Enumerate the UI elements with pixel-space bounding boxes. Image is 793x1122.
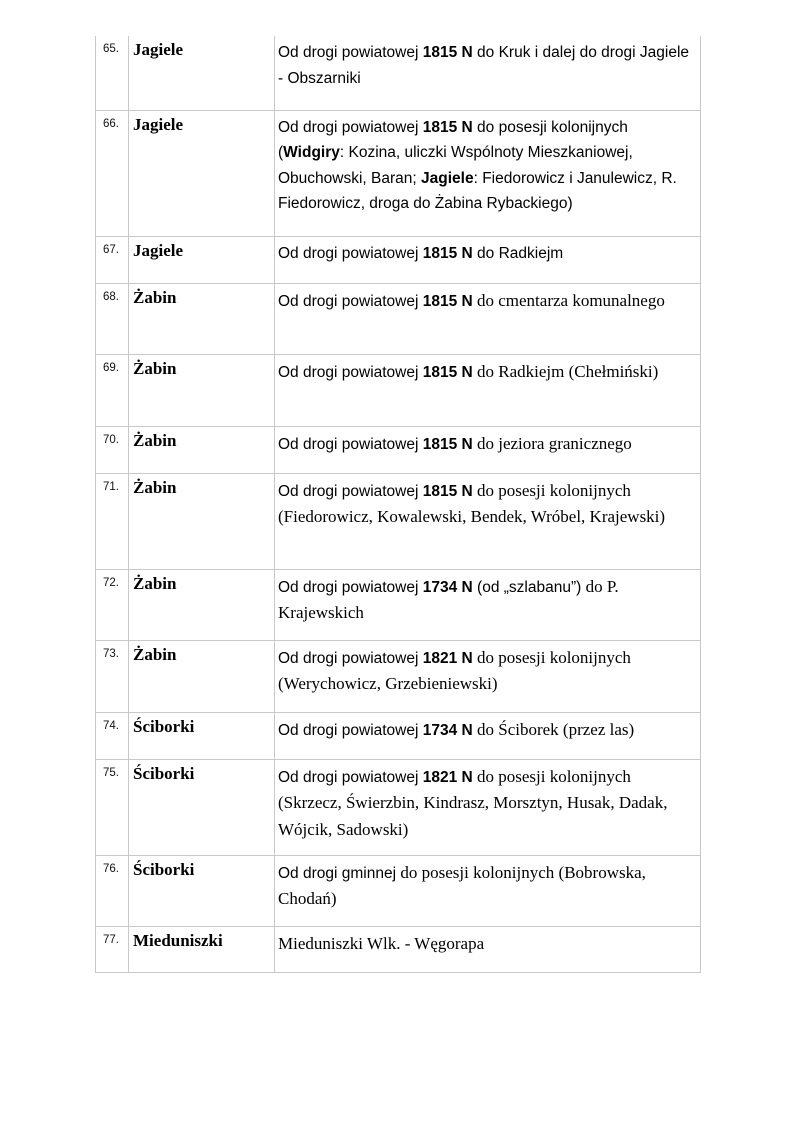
description-text: : Kozina, uliczki Wspólnoty Mieszkaniowej, Obuchowski, Baran; [278, 144, 633, 187]
locality-name: Żabin [129, 426, 275, 473]
locality-name: Jagiele [129, 236, 275, 283]
description-text: do posesji kolonijnych ( [278, 118, 628, 161]
road-description [275, 569, 701, 640]
locality-name: Żabin [129, 569, 275, 640]
description-text: Od drogi powiatowej [278, 649, 423, 667]
locality-name: Jagiele [129, 36, 275, 110]
roads-table [95, 36, 701, 973]
road-description [275, 640, 701, 712]
description-text: do Radkiejm (Chełmiński) [472, 361, 659, 381]
locality-name: Żabin [129, 354, 275, 426]
row-number: 70. [96, 426, 129, 473]
road-number: 1734 N [422, 578, 473, 596]
description-text: do P. Krajewskich [278, 576, 619, 622]
table-row [96, 473, 701, 569]
road-number: 1815 N [422, 244, 473, 262]
road-number: 1815 N [422, 363, 473, 381]
row-number: 75. [96, 759, 129, 855]
description-text: Od drogi powiatowej [278, 292, 423, 310]
table-row [96, 36, 701, 110]
description-text: Od drogi powiatowej [278, 435, 423, 453]
road-number: 1815 N [422, 44, 473, 61]
table-row [96, 855, 701, 926]
description-text: Od drogi powiatowej [278, 482, 423, 500]
road-description [275, 236, 701, 283]
row-number: 65. [96, 36, 129, 110]
road-description [275, 855, 701, 926]
table-row [96, 236, 701, 283]
locality-name: Żabin [129, 640, 275, 712]
table-row [96, 569, 701, 640]
road-description [275, 36, 701, 110]
road-number: 1821 N [422, 649, 473, 667]
row-number: 67. [96, 236, 129, 283]
description-text: Od drogi powiatowej [278, 244, 423, 262]
road-description [275, 354, 701, 426]
road-number: 1815 N [422, 292, 473, 310]
table-row [96, 110, 701, 236]
locality-name: Jagiele [129, 110, 275, 236]
table-row [96, 926, 701, 972]
table-row [96, 354, 701, 426]
table-row [96, 283, 701, 354]
row-number: 68. [96, 283, 129, 354]
table-row [96, 712, 701, 759]
road-description [275, 426, 701, 473]
road-description [275, 473, 701, 569]
roads-table-body [96, 36, 701, 972]
table-row [96, 759, 701, 855]
description-text: (od „szlabanu”) [472, 578, 586, 596]
description-text: Od drogi powiatowej [278, 721, 423, 739]
description-text: do posesji kolonijnych (Skrzecz, Świerzbin, Kindrasz, Morsztyn, Husak, Dadak, Wójcik, Sadowski) [278, 766, 668, 839]
row-number: 77. [96, 926, 129, 972]
road-number: Widgiry [283, 144, 340, 161]
description-text: do posesji kolonijnych (Bobrowska, Chodań) [278, 862, 646, 908]
description-text: Od drogi powiatowej [278, 578, 423, 596]
description-text: Od drogi powiatowej [278, 44, 423, 61]
road-number: Jagiele [421, 169, 474, 187]
road-description [275, 759, 701, 855]
description-text: Od drogi gminnej [278, 864, 401, 882]
description-text: : Fiedorowicz i Janulewicz, R. Fiedorowicz, droga do Żabina Rybackiego) [278, 169, 677, 212]
description-text: do Kruk i dalej do drogi Jagiele - Obszarniki [278, 44, 690, 87]
row-number: 71. [96, 473, 129, 569]
road-description [275, 110, 701, 236]
row-number: 74. [96, 712, 129, 759]
row-number: 72. [96, 569, 129, 640]
locality-name: Mieduniszki [129, 926, 275, 972]
description-text: Mieduniszki Wlk. - Węgorapa [278, 933, 485, 953]
table-row [96, 426, 701, 473]
locality-name: Żabin [129, 283, 275, 354]
road-number: 1734 N [422, 721, 473, 739]
row-number: 69. [96, 354, 129, 426]
road-number: 1821 N [422, 768, 473, 786]
description-text: do posesji kolonijnych (Werychowicz, Grzebieniewski) [278, 647, 631, 693]
description-text: do cmentarza komunalnego [472, 290, 665, 310]
description-text: Od drogi powiatowej [278, 118, 423, 136]
description-text: Od drogi powiatowej [278, 768, 423, 786]
road-description [275, 926, 701, 972]
locality-name: Ściborki [129, 712, 275, 759]
description-text: do jeziora granicznego [472, 433, 632, 453]
road-description [275, 712, 701, 759]
table-row [96, 640, 701, 712]
row-number: 76. [96, 855, 129, 926]
road-number: 1815 N [422, 118, 473, 136]
road-number: 1815 N [422, 435, 473, 453]
description-text: do posesji kolonijnych (Fiedorowicz, Kowalewski, Bendek, Wróbel, Krajewski) [278, 480, 666, 526]
locality-name: Ściborki [129, 855, 275, 926]
row-number: 66. [96, 110, 129, 236]
locality-name: Ściborki [129, 759, 275, 855]
description-text: do Ściborek (przez las) [472, 719, 635, 739]
road-description [275, 283, 701, 354]
description-text: Od drogi powiatowej [278, 363, 423, 381]
row-number: 73. [96, 640, 129, 712]
road-number: 1815 N [422, 482, 473, 500]
description-text: do Radkiejm [472, 244, 564, 262]
locality-name: Żabin [129, 473, 275, 569]
